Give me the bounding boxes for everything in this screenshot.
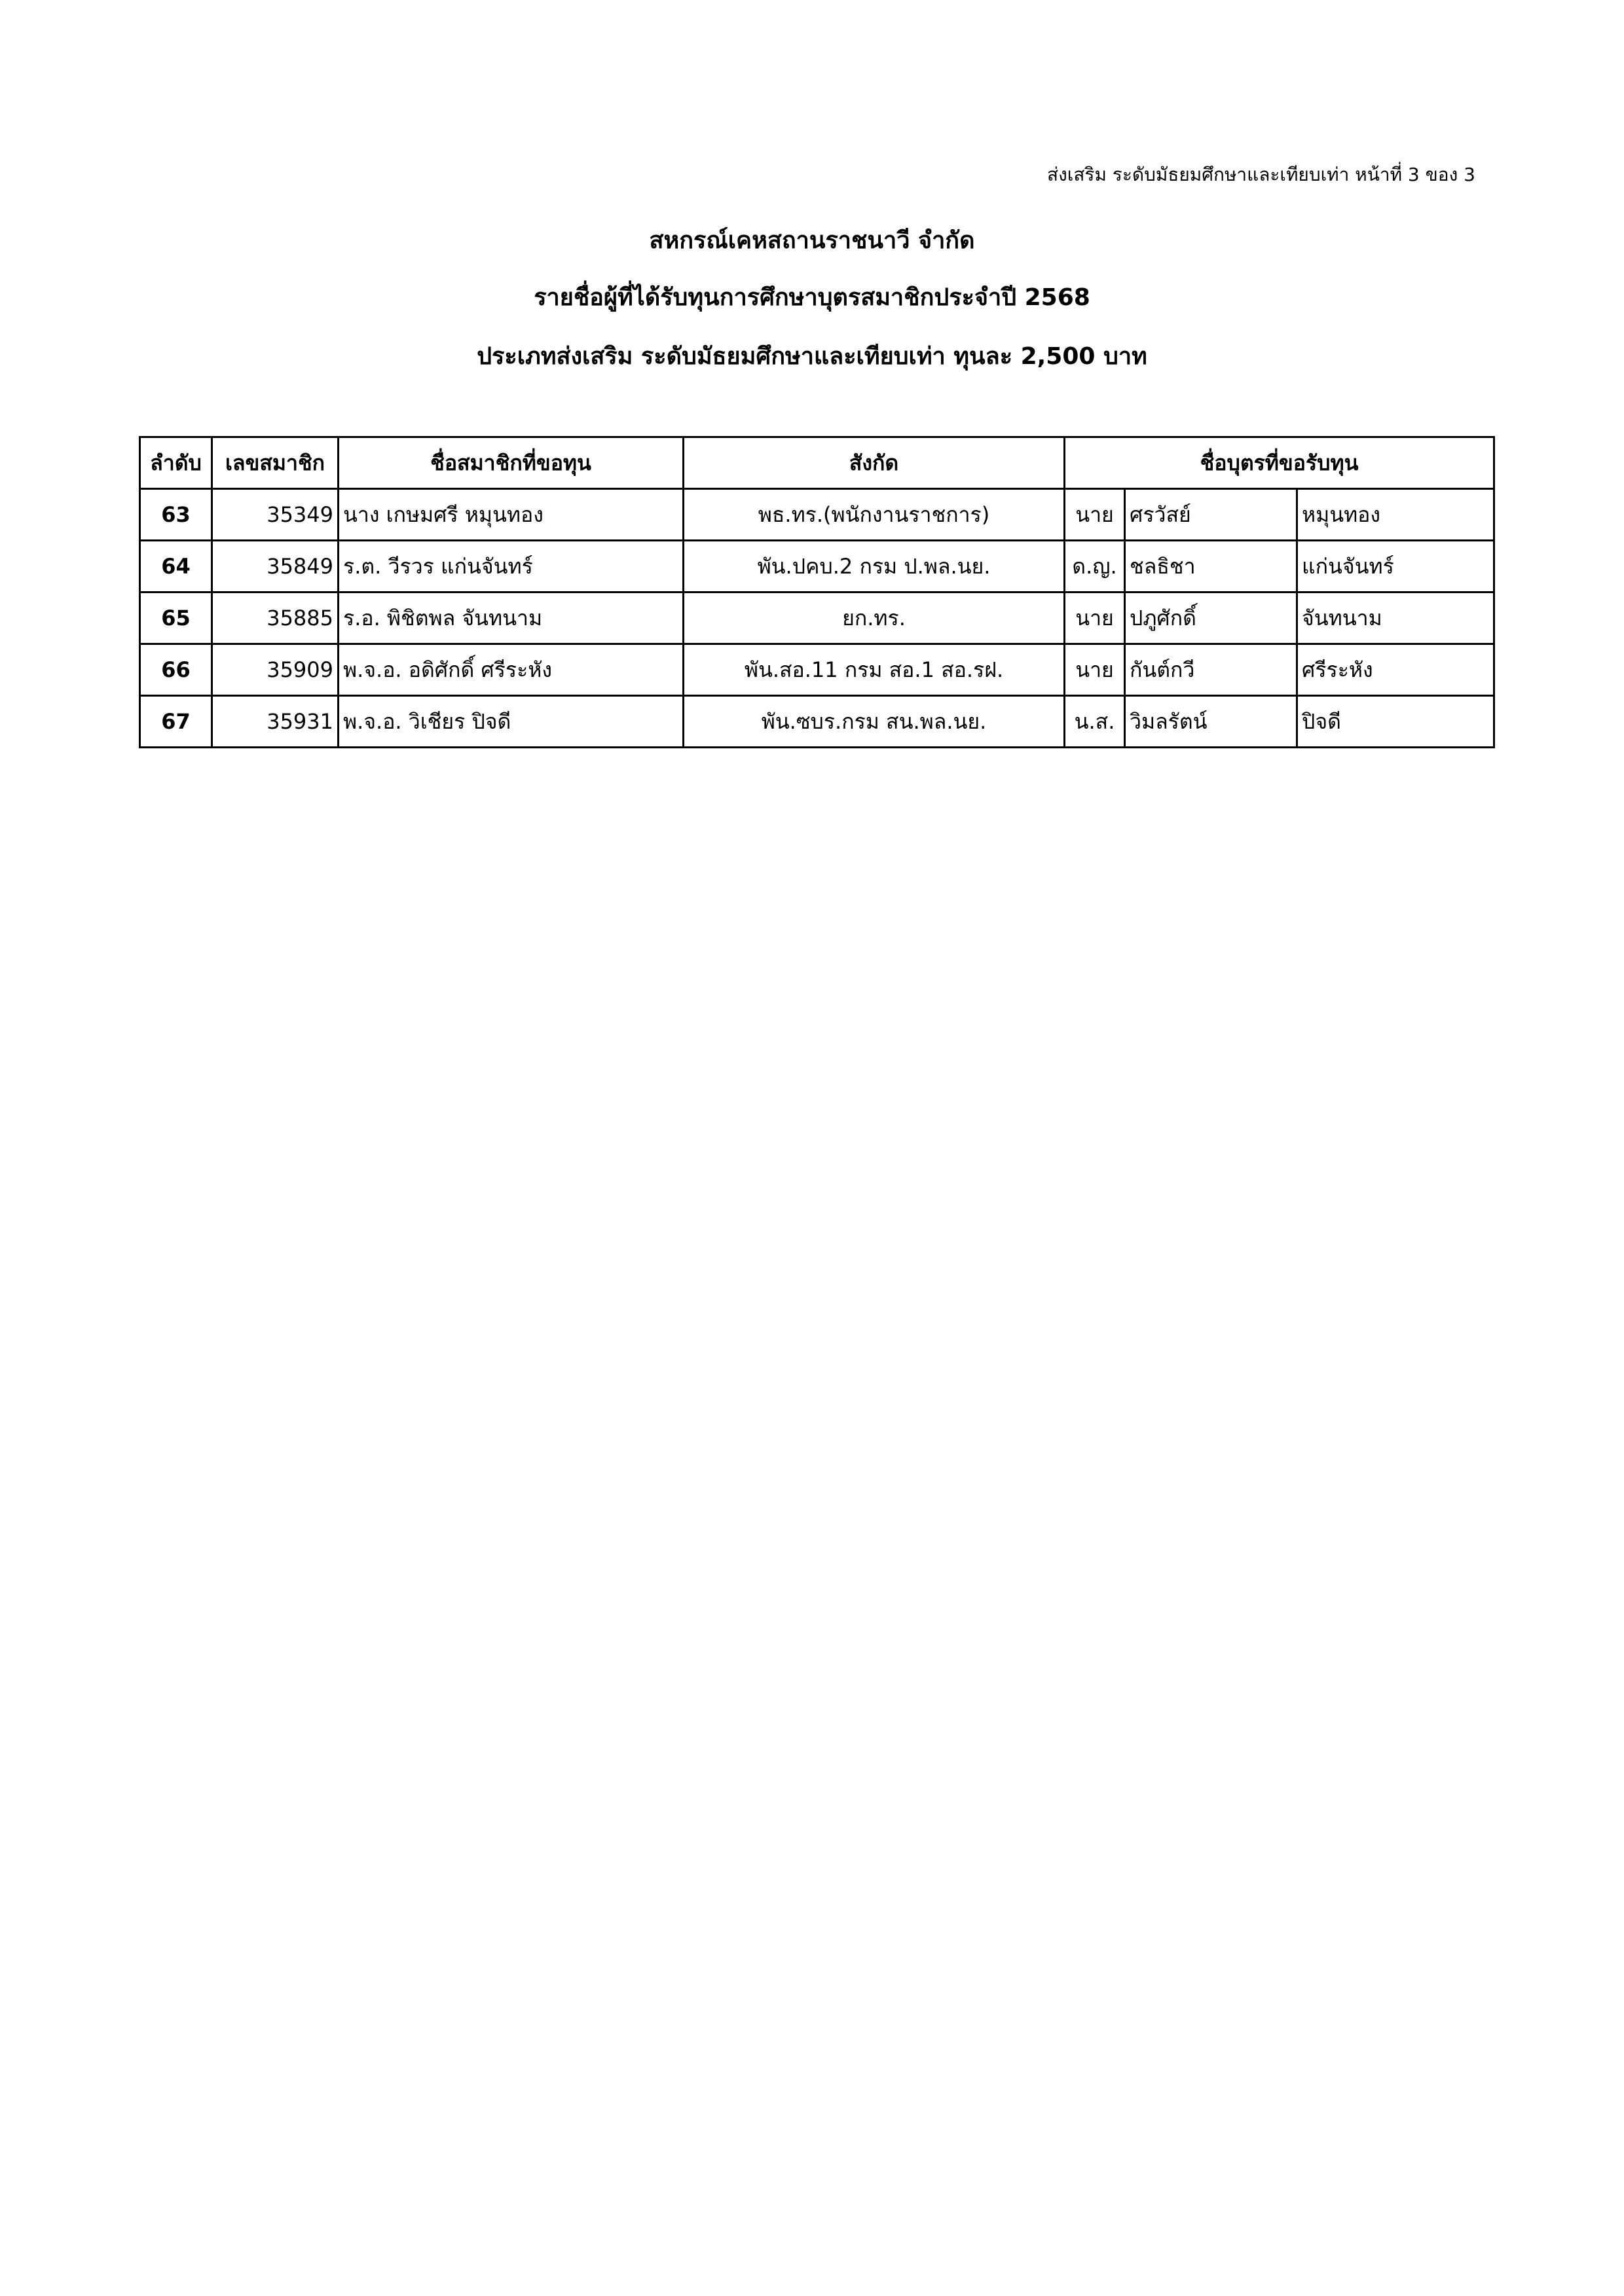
cell-child-last-name: ศรีระหัง <box>1297 644 1494 696</box>
cell-seq: 64 <box>140 541 212 592</box>
cell-child-last-name: จันทนาม <box>1297 592 1494 644</box>
cell-member-name: ร.ต. วีรวร แก่นจันทร์ <box>339 541 684 592</box>
header-child-name: ชื่อบุตรที่ขอรับทุน <box>1065 437 1494 489</box>
table-row <box>140 489 1494 541</box>
cell-child-title: น.ส. <box>1065 696 1125 748</box>
cell-member-name: พ.จ.อ. อดิศักดิ์ ศรีระหัง <box>339 644 684 696</box>
cell-member-id: 35909 <box>212 644 339 696</box>
header-member-name: ชื่อสมาชิกที่ขอทุน <box>339 437 684 489</box>
cell-member-name: นาง เกษมศรี หมุนทอง <box>339 489 684 541</box>
table-row <box>140 696 1494 748</box>
cell-child-first-name: ศรวัสย์ <box>1125 489 1297 541</box>
list-title: รายชื่อผู้ที่ได้รับทุนการศึกษาบุตรสมาชิกประจำปี 2568 <box>534 284 1090 311</box>
organization-title: สหกรณ์เคหสถานราชนาวี จำกัด <box>649 227 975 254</box>
cell-member-id: 35885 <box>212 592 339 644</box>
cell-member-name: ร.อ. พิชิตพล จันทนาม <box>339 592 684 644</box>
cell-child-first-name: กันต์กวี <box>1125 644 1297 696</box>
cell-unit: ยก.ทร. <box>684 592 1065 644</box>
category-title: ประเภทส่งเสริม ระดับมัธยมศึกษาและเทียบเท่า ทุนละ 2,500 บาท <box>477 343 1147 370</box>
header-row <box>140 437 1494 489</box>
header-unit: สังกัด <box>684 437 1065 489</box>
cell-child-title: ด.ญ. <box>1065 541 1125 592</box>
header-seq: ลำดับ <box>140 437 212 489</box>
scholarship-table <box>139 436 1495 748</box>
cell-child-title: นาย <box>1065 644 1125 696</box>
table-row <box>140 541 1494 592</box>
cell-seq: 67 <box>140 696 212 748</box>
cell-child-first-name: ชลธิชา <box>1125 541 1297 592</box>
cell-unit: พัน.สอ.11 กรม สอ.1 สอ.รฝ. <box>684 644 1065 696</box>
cell-unit: พัน.ซบร.กรม สน.พล.นย. <box>684 696 1065 748</box>
cell-child-first-name: ปภูศักดิ์ <box>1125 592 1297 644</box>
cell-member-id: 35849 <box>212 541 339 592</box>
cell-unit: พธ.ทร.(พนักงานราชการ) <box>684 489 1065 541</box>
cell-child-title: นาย <box>1065 489 1125 541</box>
cell-child-last-name: ปิจดี <box>1297 696 1494 748</box>
table-row <box>140 592 1494 644</box>
table-row <box>140 644 1494 696</box>
cell-member-name: พ.จ.อ. วิเชียร ปิจดี <box>339 696 684 748</box>
cell-child-last-name: หมุนทอง <box>1297 489 1494 541</box>
cell-child-title: นาย <box>1065 592 1125 644</box>
cell-child-first-name: วิมลรัตน์ <box>1125 696 1297 748</box>
cell-seq: 66 <box>140 644 212 696</box>
cell-member-id: 35931 <box>212 696 339 748</box>
cell-seq: 65 <box>140 592 212 644</box>
cell-child-last-name: แก่นจันทร์ <box>1297 541 1494 592</box>
cell-member-id: 35349 <box>212 489 339 541</box>
cell-seq: 63 <box>140 489 212 541</box>
header-member-id: เลขสมาชิก <box>212 437 339 489</box>
cell-unit: พัน.ปคบ.2 กรม ป.พล.นย. <box>684 541 1065 592</box>
page-header: ส่งเสริม ระดับมัธยมศึกษาและเทียบเท่า หน้าที่ 3 ของ 3 <box>1046 164 1475 185</box>
